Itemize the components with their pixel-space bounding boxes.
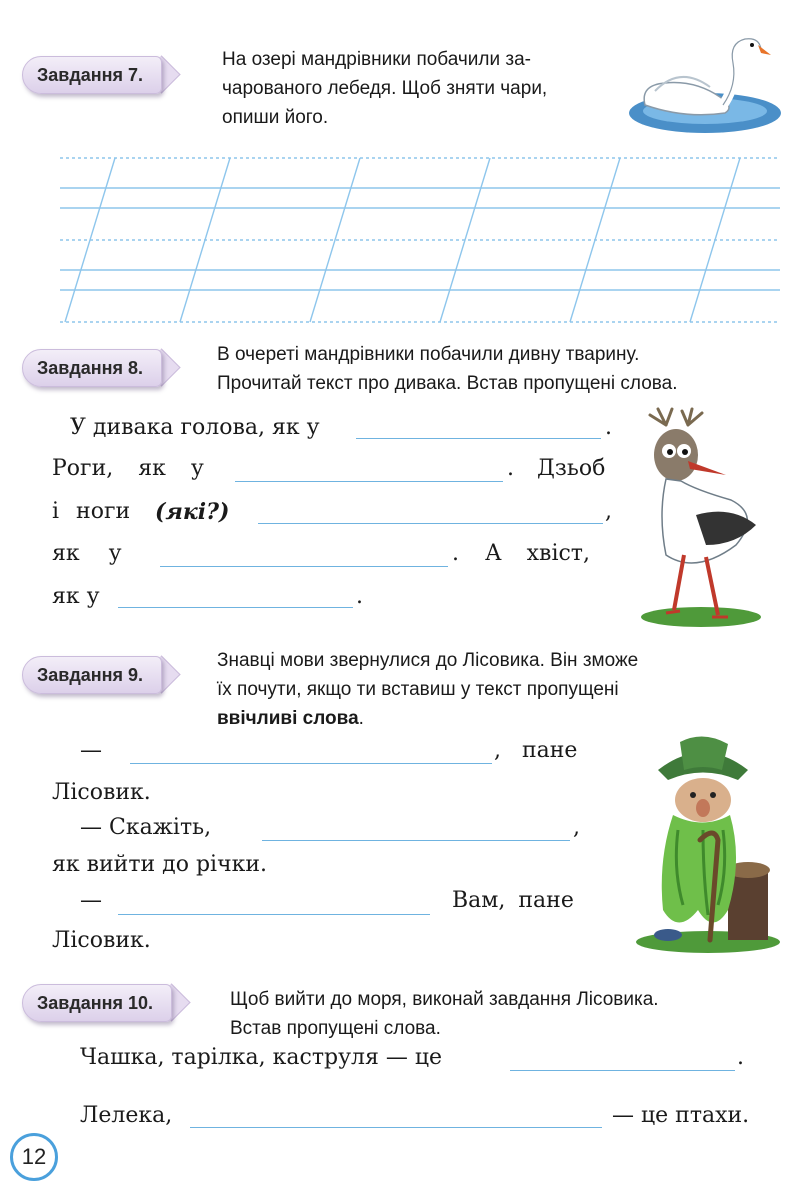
task9-row3: — Скажіть, xyxy=(80,815,212,840)
page-number-label: 12 xyxy=(21,1144,47,1169)
task9-row5-end: Вам, пане xyxy=(452,888,574,913)
task9-row6: Лісовик. xyxy=(52,928,151,953)
task8-line1: В очереті мандрівники побачили дивну тварину. xyxy=(217,344,640,365)
task10-row1: Чашка, тарілка, каструля — це xyxy=(80,1045,443,1070)
task10-line2: Встав пропущені слова. xyxy=(230,1018,441,1039)
task9-row5-dash: — xyxy=(80,888,102,913)
task9-instruction xyxy=(217,646,770,733)
task8-instruction xyxy=(217,340,777,398)
task7-instruction xyxy=(222,45,614,132)
task8-blank-1[interactable] xyxy=(356,438,601,439)
task7-line1: На озері мандрівники побачили за- xyxy=(222,49,532,70)
task7-badge xyxy=(22,56,162,94)
task8-dot-1: . xyxy=(605,415,612,440)
task8-text-line1: У дивака голова, як у xyxy=(70,415,320,440)
task9-line3-end: . xyxy=(358,708,364,729)
task10-badge-label: Завдання 10. xyxy=(37,992,154,1013)
task8-text-line3a: і ноги xyxy=(52,499,131,524)
task8-text-line5: як у xyxy=(52,584,100,609)
page-number xyxy=(10,1133,58,1181)
task10-row2-end: — це птахи. xyxy=(612,1103,750,1128)
task9-blank-3[interactable] xyxy=(118,914,430,915)
task10-row2: Лелека, xyxy=(80,1103,173,1128)
task9-blank-2[interactable] xyxy=(262,840,570,841)
task9-row2: Лісовик. xyxy=(52,780,151,805)
task7-line2: чарованого лебедя. Щоб зняти чари, xyxy=(222,78,548,99)
task10-badge xyxy=(22,984,172,1022)
task9-line2: їх почути, якщо ти вставиш у текст пропущені xyxy=(217,679,619,700)
task10-blank-2[interactable] xyxy=(190,1127,602,1128)
task8-text-line4b: А хвіст, xyxy=(485,541,590,566)
task7-badge-label: Завдання 7. xyxy=(37,64,144,85)
task9-blank-1[interactable] xyxy=(130,763,492,764)
swan-illustration xyxy=(625,25,783,135)
forest-spirit-illustration xyxy=(618,730,783,955)
task7-line3: опиши його. xyxy=(222,107,329,128)
task10-line1: Щоб вийти до моря, виконай завдання Лісовика. xyxy=(230,989,659,1010)
task8-text-line4a: як у xyxy=(52,541,122,566)
task8-dot-4: . xyxy=(452,541,459,566)
writing-area[interactable] xyxy=(60,150,780,325)
task10-row1-end: . xyxy=(737,1045,744,1070)
task8-dot-2: . xyxy=(507,456,514,481)
task9-line3 xyxy=(217,704,770,733)
task8-text-line2b: Дзьоб xyxy=(537,456,606,481)
task8-badge xyxy=(22,349,162,387)
task9-badge-label: Завдання 9. xyxy=(37,664,144,685)
task8-dot-5: . xyxy=(356,584,363,609)
task8-line2: Прочитай текст про дивака. Встав пропущені слова. xyxy=(217,373,678,394)
stork-creature-illustration xyxy=(636,405,771,630)
task10-blank-1[interactable] xyxy=(510,1070,735,1071)
task9-polite-words: ввічливі слова xyxy=(217,708,359,729)
task9-row3-end: , xyxy=(573,815,580,840)
task8-blank-5[interactable] xyxy=(118,607,353,608)
task9-row1-dash: — xyxy=(80,738,102,763)
task8-badge-label: Завдання 8. xyxy=(37,357,144,378)
task9-badge xyxy=(22,656,162,694)
task8-blank-4[interactable] xyxy=(160,566,448,567)
task8-comma-3: , xyxy=(605,499,612,524)
task8-text-line2a: Роги, як у xyxy=(52,456,204,481)
task8-question: (які?) xyxy=(155,499,230,525)
task10-instruction xyxy=(230,985,775,1043)
task8-blank-2[interactable] xyxy=(235,481,503,482)
task9-row4: як вийти до річки. xyxy=(52,852,268,877)
task9-line1: Знавці мови звернулися до Лісовика. Він зможе xyxy=(217,650,639,671)
task9-row1-end: , пане xyxy=(494,738,578,763)
task8-blank-3[interactable] xyxy=(258,523,603,524)
